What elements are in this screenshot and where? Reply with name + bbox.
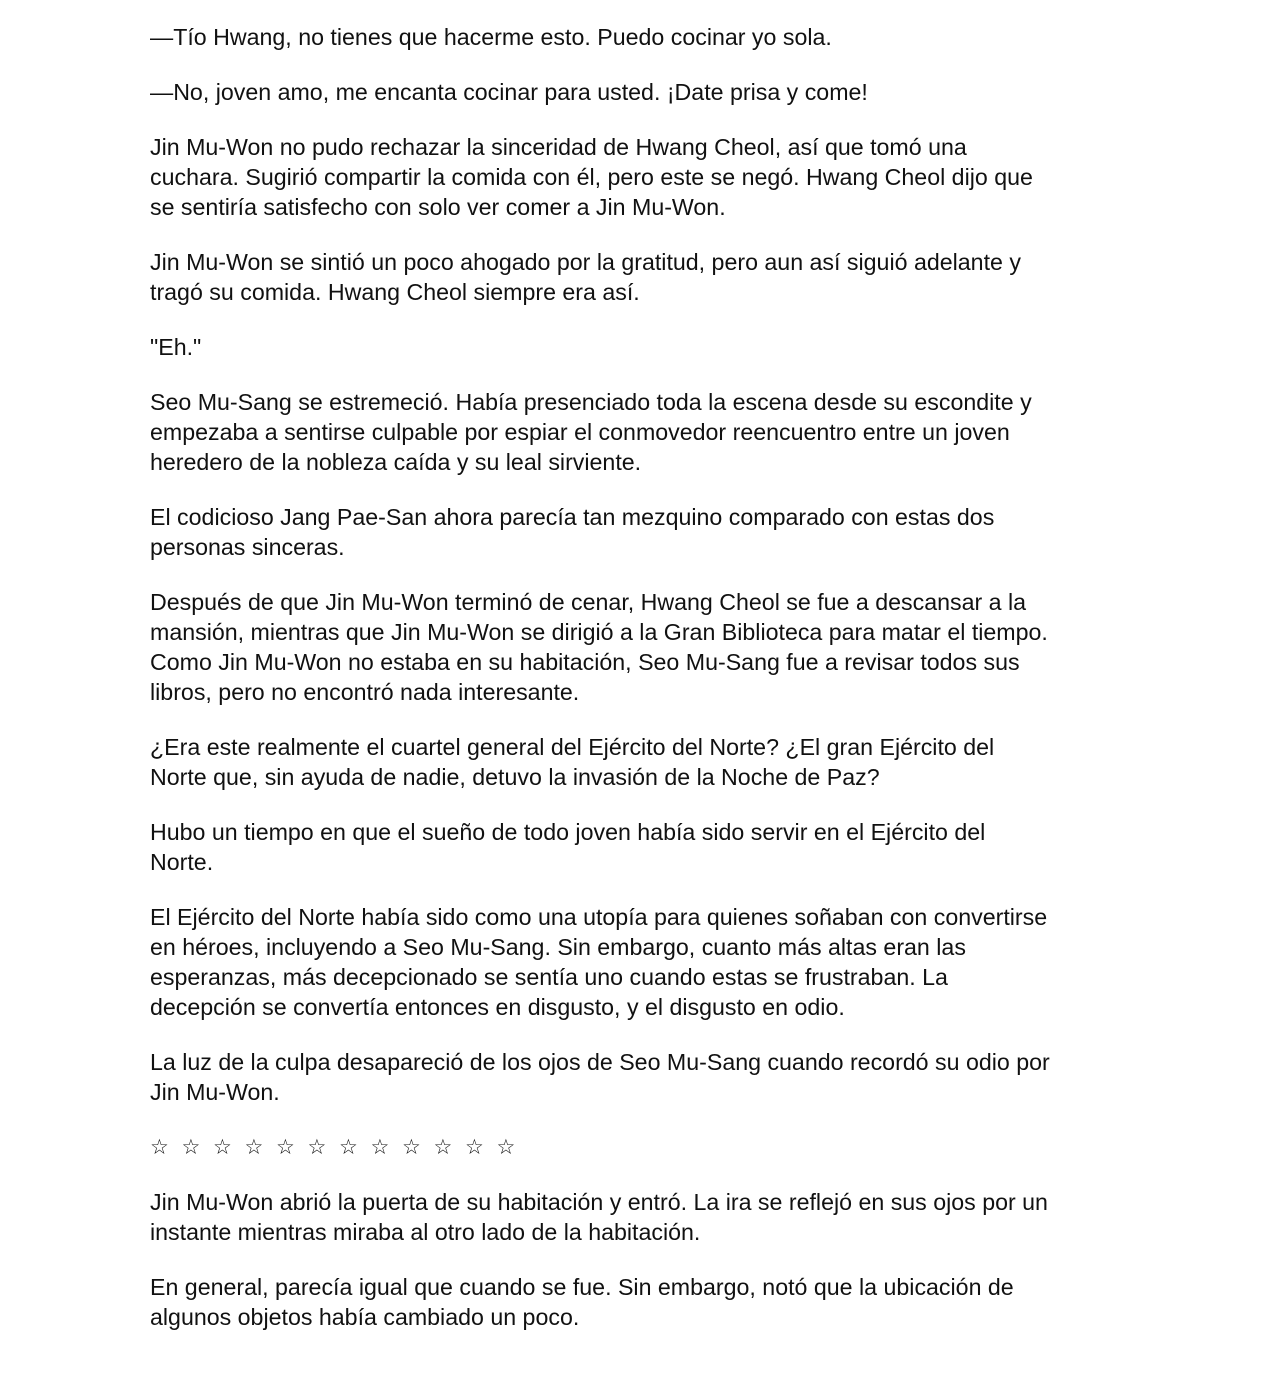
scene-break-stars: ☆ ☆ ☆ ☆ ☆ ☆ ☆ ☆ ☆ ☆ ☆ ☆: [150, 1135, 519, 1159]
paragraph: Jin Mu-Won no pudo rechazar la sinceridad de Hwang Cheol, así que tomó una cuchara. Sugirió compartir la comida con él, pero este se negó. Hwang Cheol dijo que se sentiría satisfecho con solo ver comer a Jin Mu-Won.: [150, 134, 1033, 220]
paragraph: Jin Mu-Won se sintió un poco ahogado por la gratitud, pero aun así siguió adelante y tragó su comida. Hwang Cheol siempre era así.: [150, 249, 1021, 305]
paragraph: "Eh.": [150, 334, 202, 360]
paragraph: Jin Mu-Won abrió la puerta de su habitación y entró. La ira se reflejó en sus ojos por un instante mientras miraba al otro lado de la habitación.: [150, 1189, 1048, 1245]
paragraph: ¿Era este realmente el cuartel general del Ejército del Norte? ¿El gran Ejército del Norte que, sin ayuda de nadie, detuvo la invasión de la Noche de Paz?: [150, 734, 995, 790]
paragraph: —Tío Hwang, no tienes que hacerme esto. Puedo cocinar yo sola.: [150, 24, 832, 50]
paragraph: El codicioso Jang Pae-San ahora parecía tan mezquino comparado con estas dos personas sinceras.: [150, 504, 995, 560]
paragraph: La luz de la culpa desapareció de los ojos de Seo Mu-Sang cuando recordó su odio por Jin Mu-Won.: [150, 1049, 1050, 1105]
paragraph: Seo Mu-Sang se estremeció. Había presenciado toda la escena desde su escondite y empezaba a sentirse culpable por espiar el conmovedor reencuentro entre un joven heredero de la nobleza caída y su leal sirviente.: [150, 389, 1032, 475]
paragraph: —No, joven amo, me encanta cocinar para usted. ¡Date prisa y come!: [150, 79, 868, 105]
paragraph: El Ejército del Norte había sido como una utopía para quienes soñaban con convertirse en héroes, incluyendo a Seo Mu-Sang. Sin embargo, cuanto más altas eran las esperanzas, más decepcionado se sentía uno cuando estas se frustraban. La decepción se convertía entonces en disgusto, y el disgusto en odio.: [150, 904, 1048, 1020]
paragraph: Después de que Jin Mu-Won terminó de cenar, Hwang Cheol se fue a descansar a la mansión, mientras que Jin Mu-Won se dirigió a la Gran Biblioteca para matar el tiempo. Como Jin Mu-Won no estaba en su habitación, Seo Mu-Sang fue a revisar todos sus libros, pero no encontró nada interesante.: [150, 589, 1048, 705]
paragraph: Hubo un tiempo en que el sueño de todo joven había sido servir en el Ejército del Norte.: [150, 819, 986, 875]
paragraph: En general, parecía igual que cuando se fue. Sin embargo, notó que la ubicación de algunos objetos había cambiado un poco.: [150, 1274, 1014, 1330]
document-page: [150, 22, 1140, 1357]
